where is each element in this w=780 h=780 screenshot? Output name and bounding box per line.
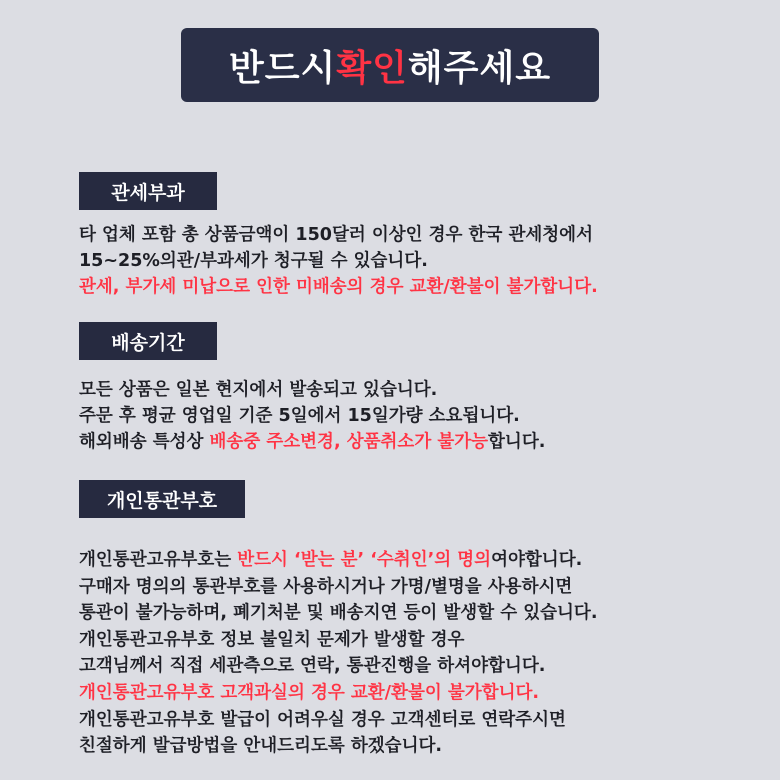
delivery-line-3-prefix: 해외배송 특성상 <box>79 432 210 452</box>
customs-code-line-1-highlight: 반드시 ‘받는 분’ ‘수취인’의 명의 <box>237 550 492 570</box>
section-text-delivery <box>79 377 719 455</box>
section-label-customs-code: 개인통관부호 <box>79 480 245 518</box>
customs-code-line-5: 고객님께서 직접 세관측으로 연락, 통관진행을 하셔야합니다. <box>79 656 546 677</box>
delivery-line-3-suffix: 합니다. <box>488 432 546 452</box>
page-title <box>181 28 599 102</box>
section-label-customs: 관세부과 <box>79 172 217 210</box>
delivery-line-3 <box>79 429 719 455</box>
section-label-delivery: 배송기간 <box>79 322 217 360</box>
customs-code-line-2: 구매자 명의의 통관부호를 사용하시거나 가명/별명을 사용하시면 <box>79 576 573 597</box>
title-highlight: 확인 <box>336 47 408 89</box>
customs-code-line-4: 개인통관고유부호 정보 불일치 문제가 발생할 경우 <box>79 629 465 650</box>
delivery-line-2: 주문 후 평균 영업일 기준 5일에서 15일가량 소요됩니다. <box>79 406 520 426</box>
customs-code-warning-line: 개인통관고유부호 고객과실의 경우 교환/환불이 불가합니다. <box>79 682 540 703</box>
section-text-customs-code <box>79 547 719 760</box>
customs-code-line-1-prefix: 개인통관고유부호는 <box>79 550 238 570</box>
delivery-line-1: 모든 상품은 일본 현지에서 발송되고 있습니다. <box>79 380 438 400</box>
title-part1: 반드시 <box>229 47 337 89</box>
section-text-customs <box>79 222 719 300</box>
customs-line-1: 타 업체 포함 총 상품금액이 150달러 이상인 경우 한국 관세청에서 <box>79 225 593 245</box>
customs-warning-line: 관세, 부가세 미납으로 인한 미배송의 경우 교환/환불이 불가합니다. <box>79 277 598 297</box>
customs-code-line-1 <box>79 547 719 574</box>
customs-code-line-1-suffix: 여야합니다. <box>491 550 583 570</box>
customs-code-line-7: 개인통관고유부호 발급이 어려우실 경우 고객센터로 연락주시면 <box>79 709 566 730</box>
title-part3: 해주세요 <box>407 47 551 89</box>
customs-code-line-8: 친절하게 발급방법을 안내드리도록 하겠습니다. <box>79 736 443 757</box>
delivery-line-3-highlight: 배송중 주소변경, 상품취소가 불가능 <box>209 432 489 452</box>
customs-line-2: 15~25%의관/부과세가 청구될 수 있습니다. <box>79 251 428 271</box>
customs-code-line-3: 통관이 불가능하며, 폐기처분 및 배송지연 등이 발생할 수 있습니다. <box>79 603 598 624</box>
